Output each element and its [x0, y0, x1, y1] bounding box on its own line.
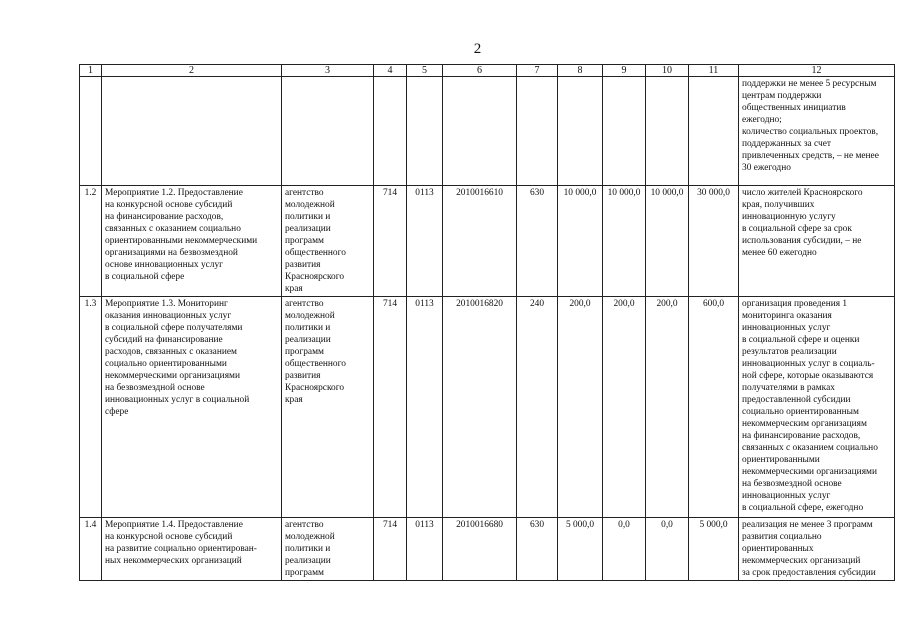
amount-total: 600,0 — [689, 297, 739, 518]
row-number: 1.4 — [80, 518, 102, 581]
target-article: 2010016680 — [443, 518, 517, 581]
column-header: 2 — [102, 65, 282, 77]
column-header: 10 — [646, 65, 689, 77]
section-code — [407, 77, 443, 186]
amount-year-3: 10 000,0 — [646, 186, 689, 297]
column-header: 4 — [374, 65, 407, 77]
amount-year-1: 10 000,0 — [558, 186, 603, 297]
column-header: 12 — [739, 65, 895, 77]
table-row — [80, 518, 895, 581]
amount-year-2: 10 000,0 — [603, 186, 646, 297]
program-activities-table — [79, 64, 895, 581]
executor — [282, 77, 374, 186]
row-number: 1.3 — [80, 297, 102, 518]
row-number — [80, 77, 102, 186]
amount-year-1: 5 000,0 — [558, 518, 603, 581]
executor: агентство молодежной политики и реализации программ общественного развития Красноярского края — [282, 186, 374, 297]
amount-total: 30 000,0 — [689, 186, 739, 297]
activity-name: Мероприятие 1.4. Предоставление на конкурсной основе субсидий на развитие социально ориентирован- ных некоммерческих организаций — [102, 518, 282, 581]
column-header: 3 — [282, 65, 374, 77]
column-header: 7 — [517, 65, 558, 77]
section-code: 0113 — [407, 518, 443, 581]
grbs-code: 714 — [374, 297, 407, 518]
expected-result: число жителей Красноярского края, получивших инновационную услугу в социальной сфере за срок использования субсидии, – не менее 60 ежегодно — [739, 186, 895, 297]
table-row — [80, 77, 895, 186]
activity-name: Мероприятие 1.2. Предоставление на конкурсной основе субсидий на финансирование расходов, связанных с оказанием социально ориентированными некоммерческими организациями на безвозмездной основе инновационных услуг в социальной сфере — [102, 186, 282, 297]
amount-year-3: 200,0 — [646, 297, 689, 518]
expense-type: 630 — [517, 186, 558, 297]
grbs-code: 714 — [374, 518, 407, 581]
target-article — [443, 77, 517, 186]
section-code: 0113 — [407, 297, 443, 518]
table-row — [80, 186, 895, 297]
expense-type: 240 — [517, 297, 558, 518]
amount-year-2: 0,0 — [603, 518, 646, 581]
activity-name: Мероприятие 1.3. Мониторинг оказания инновационных услуг в социальной сфере получателями субсидий на финансирование расходов, связанных с оказанием социально ориентированными некоммерческими организациями на безвозмездной основе инновационных услуг в социальной сфере — [102, 297, 282, 518]
header-row — [80, 65, 895, 77]
column-header: 1 — [80, 65, 102, 77]
expected-result: организация проведения 1 мониторинга оказания инновационных услуг в социальной сфере и оценки результатов реализации инновационных услуг в социаль- ной сфере, которые оказываются получателями в рамках предоставленной субсидии социально ориентированным некоммерческим организациям на финансирование расходов, связанных с оказанием социально ориентированными некоммерческими организациями на безвозмездной основе инновационных услуг в социальной сфере, ежегодно — [739, 297, 895, 518]
table-row — [80, 297, 895, 518]
expense-type: 630 — [517, 518, 558, 581]
amount-year-2: 200,0 — [603, 297, 646, 518]
column-header: 6 — [443, 65, 517, 77]
column-header: 8 — [558, 65, 603, 77]
amount-total: 5 000,0 — [689, 518, 739, 581]
amount-year-2 — [603, 77, 646, 186]
amount-year-1: 200,0 — [558, 297, 603, 518]
target-article: 2010016820 — [443, 297, 517, 518]
executor: агентство молодежной политики и реализации программ общественного развития Красноярского края — [282, 297, 374, 518]
page-number: 2 — [473, 41, 482, 57]
amount-total — [689, 77, 739, 186]
grbs-code: 714 — [374, 186, 407, 297]
expense-type — [517, 77, 558, 186]
activity-name — [102, 77, 282, 186]
column-header: 9 — [603, 65, 646, 77]
row-number: 1.2 — [80, 186, 102, 297]
target-article: 2010016610 — [443, 186, 517, 297]
column-header: 11 — [689, 65, 739, 77]
column-header: 5 — [407, 65, 443, 77]
expected-result: поддержки не менее 5 ресурсным центрам поддержки общественных инициатив ежегодно; количество социальных проектов, поддержанных за счет привлеченных средств, – не менее 30 ежегодно — [739, 77, 895, 186]
amount-year-1 — [558, 77, 603, 186]
amount-year-3: 0,0 — [646, 518, 689, 581]
section-code: 0113 — [407, 186, 443, 297]
grbs-code — [374, 77, 407, 186]
amount-year-3 — [646, 77, 689, 186]
expected-result: реализация не менее 3 программ развития социально ориентированных некоммерческих организаций за срок предоставления субсидии — [739, 518, 895, 581]
executor: агентство молодежной политики и реализации программ — [282, 518, 374, 581]
